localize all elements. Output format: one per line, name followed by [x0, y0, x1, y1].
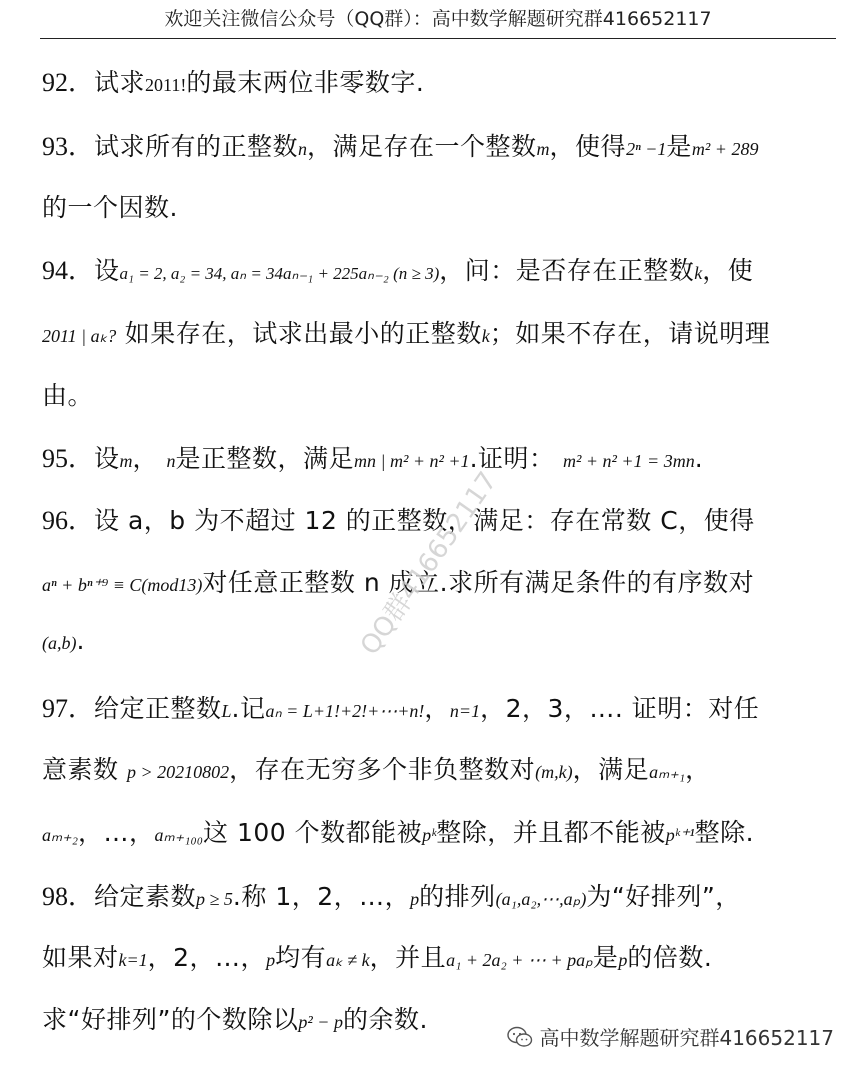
footer	[507, 1022, 834, 1051]
text: 设 a，b 为不超过 12 的正整数，满足：存在常数 C，使得	[94, 506, 755, 535]
text: ，使	[702, 256, 754, 285]
text: .	[76, 626, 85, 655]
math: 2011 | aₖ?	[42, 326, 117, 346]
math: p	[410, 889, 420, 909]
text: 的一个因数.	[42, 193, 178, 222]
problem-94	[42, 250, 753, 287]
text: 设	[94, 256, 120, 285]
text: 给定正整数	[94, 694, 222, 723]
text: ，问：是否存在正整数	[439, 256, 695, 285]
problem-97	[42, 688, 759, 725]
footer-text: 高中数学解题研究群416652117	[539, 1026, 834, 1050]
text: 试求	[94, 68, 146, 97]
problem-number: 93．	[42, 132, 95, 161]
text: ，并且	[369, 943, 447, 972]
text: 整除，并且都不能被	[436, 818, 666, 847]
text: ；如果不存在，请说明理	[489, 319, 771, 348]
problem-number: 94．	[42, 256, 95, 285]
text: 整除.	[694, 818, 755, 847]
text: .称 1，2，…，	[232, 882, 411, 911]
problem-93	[42, 126, 758, 163]
text: ，	[132, 444, 159, 473]
math: n	[166, 451, 176, 471]
text: ，	[685, 755, 711, 784]
text: 的余数.	[342, 1005, 428, 1034]
math: aₘ₊₁	[649, 762, 686, 782]
text: 的倍数.	[627, 943, 713, 972]
math: (a,b)	[42, 633, 77, 653]
math: (a₁,a₂,⋯,aₚ)	[495, 889, 587, 909]
wechat-icon	[507, 1026, 533, 1048]
math: p > 20210802	[126, 762, 230, 782]
text: .证明：	[469, 444, 555, 473]
problem-98-cont	[42, 938, 712, 974]
math: p² − p	[298, 1012, 343, 1032]
math: m² + n² +1 = 3mn	[562, 451, 695, 471]
text: 由。	[42, 381, 94, 410]
problem-number: 96．	[42, 506, 95, 535]
math: (m,k)	[535, 762, 573, 782]
math: k	[694, 263, 703, 283]
math: n=1	[449, 701, 481, 721]
text: ，2，3，…. 证明：对任	[480, 694, 760, 723]
text: 设	[94, 444, 120, 473]
text: 均有	[275, 943, 327, 972]
problem-97-cont2	[42, 813, 754, 849]
math: m	[119, 451, 133, 471]
problem-number: 98．	[42, 882, 95, 911]
text: ，满足存在一个整数	[307, 132, 537, 161]
math: pᵏ	[422, 825, 437, 845]
problem-94-cont2	[42, 376, 93, 412]
text: 对任意正整数 n 成立.求所有满足条件的有序数对	[202, 568, 755, 597]
math: m	[536, 139, 550, 159]
text: 为“好排列”，	[586, 882, 741, 911]
math: pᵏ⁺¹	[665, 825, 695, 845]
problem-number: 92．	[42, 68, 95, 97]
page-header: 欢迎关注微信公众号（QQ群）：高中数学解题研究群416652117	[40, 0, 836, 39]
text: 求“好排列”的个数除以	[42, 1005, 299, 1034]
problem-97-cont	[42, 750, 711, 786]
text: 是正整数，满足	[175, 444, 355, 473]
text: 的最末两位非零数字.	[186, 68, 425, 97]
math: aₘ₊₁₀₀	[154, 825, 203, 845]
math: a₁ = 2, a₂ = 34, aₙ = 34aₙ₋₁ + 225aₙ₋₂ (n ≥ 3)	[119, 264, 440, 283]
math: p ≥ 5	[196, 889, 233, 909]
text: ，存在无穷多个非负整数对	[229, 755, 536, 784]
problem-93-cont	[42, 188, 178, 224]
text: ，…，	[77, 818, 155, 847]
math: 2011!	[145, 75, 187, 95]
text: 如果对	[42, 943, 119, 972]
math: aₘ₊₂	[42, 825, 78, 845]
text: 试求所有的正整数	[94, 132, 299, 161]
problem-96-cont2	[42, 626, 85, 655]
math: aₖ ≠ k	[326, 950, 370, 970]
math: mn | m² + n² +1	[354, 451, 470, 471]
problem-92	[42, 62, 424, 99]
math: 2ⁿ −1	[626, 139, 667, 159]
math: m² + 289	[691, 139, 759, 159]
text: 这 100 个数都能被	[203, 818, 423, 847]
math: k	[481, 326, 490, 346]
text: ，	[424, 694, 450, 723]
math: aₙ = L+1!+2!+⋯+n!	[265, 701, 425, 721]
problem-98	[42, 876, 741, 913]
text: ，2，…，	[147, 943, 267, 972]
watermark: QQ群416652117	[354, 466, 504, 661]
text: .	[694, 444, 704, 473]
math: k=1	[118, 950, 148, 970]
problem-94-cont	[42, 314, 770, 350]
text: 是	[592, 943, 619, 972]
text: 如果存在，试求出最小的正整数	[124, 319, 482, 348]
text: ，满足	[572, 755, 650, 784]
text: 的排列	[419, 882, 496, 911]
problem-96	[42, 500, 755, 537]
text: 意素数	[42, 755, 119, 784]
math: n	[298, 139, 308, 159]
problem-number: 97．	[42, 694, 95, 723]
math: L	[221, 701, 232, 721]
problem-number: 95．	[42, 444, 95, 473]
math: p	[618, 950, 628, 970]
problem-98-cont2	[42, 1000, 428, 1036]
problem-95	[42, 438, 703, 475]
text: 给定素数	[94, 882, 197, 911]
text: 是	[666, 132, 692, 161]
math: a₁ + 2a₂ + ⋯ + paₚ	[446, 950, 593, 970]
text: .记	[231, 694, 266, 723]
math: p	[266, 950, 276, 970]
text: ，使得	[549, 132, 627, 161]
math: aⁿ + bⁿ⁺⁹ ≡ C(mod13)	[42, 575, 203, 595]
